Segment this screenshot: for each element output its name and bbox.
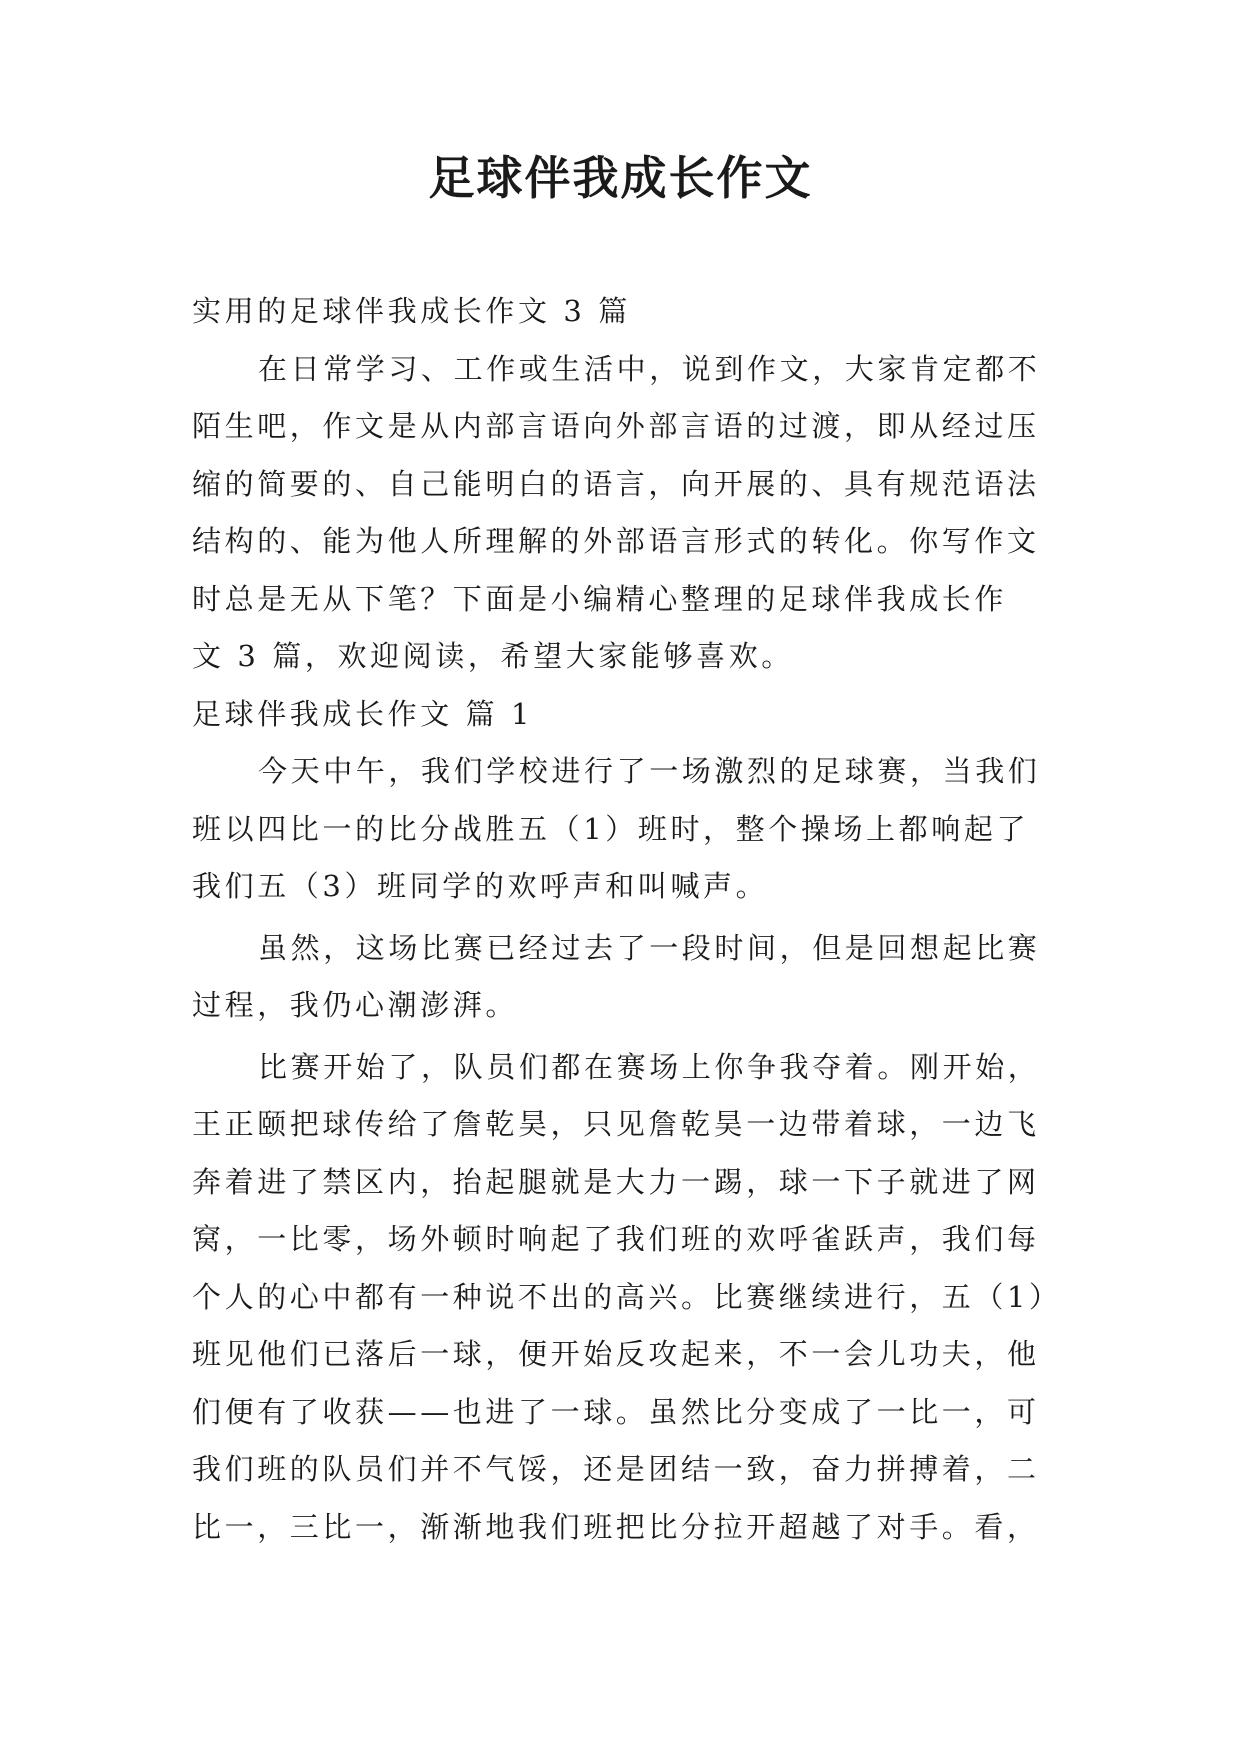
paragraph-line: 时总是无从下笔？下面是小编精心整理的足球伴我成长作 xyxy=(192,581,1008,616)
paragraph-line: 过程，我仍心潮澎湃。 xyxy=(192,988,519,1022)
essay-paragraph-3 xyxy=(192,1039,1062,1557)
paragraph-line: 们便有了收获——也进了一球。虽然比分变成了一比一，可 xyxy=(192,1394,1040,1429)
paragraph-line: 我们五（3）班同学的欢呼声和叫喊声。 xyxy=(192,869,769,903)
paragraph-line: 奔着进了禁区内，抬起腿就是大力一踢，球一下子就进了网 xyxy=(192,1164,1040,1199)
paragraph-line: 缩的简要的、自己能明白的语言，向开展的、具有规范语法 xyxy=(192,466,1040,501)
paragraph-line: 虽然，这场比赛已经过去了一段时间，但是回想起比赛 xyxy=(258,930,1041,965)
paragraph-line: 我们班的队员们并不气馁，还是团结一致，奋力拼搏着，二 xyxy=(192,1452,1040,1486)
paragraph-line: 班见他们已落后一球，便开始反攻起来，不一会儿功夫，他 xyxy=(192,1337,1040,1371)
paragraph-line: 文 3 篇，欢迎阅读，希望大家能够喜欢。 xyxy=(192,639,794,673)
paragraph-line: 陌生吧，作文是从内部言语向外部言语的过渡，即从经过压 xyxy=(192,409,1040,443)
document-subtitle: 实用的足球伴我成长作文 3 篇 xyxy=(192,294,631,328)
paragraph-line: 比赛开始了，队员们都在赛场上你争我夺着。刚开始， xyxy=(258,1049,1041,1084)
paragraph-line: 结构的、能为他人所理解的外部语言形式的转化。你写作文 xyxy=(192,524,1040,558)
essay-paragraph-1 xyxy=(192,743,1052,916)
essay-paragraph-2 xyxy=(192,920,1052,1035)
section-heading: 足球伴我成长作文 篇 1 xyxy=(192,696,534,731)
paragraph-line: 个人的心中都有一种说不出的高兴。比赛继续进行，五（1） xyxy=(192,1279,1062,1314)
paragraph-line: 班以四比一的比分战胜五（1）班时，整个操场上都响起了 xyxy=(192,811,1030,846)
paragraph-line: 窝，一比零，场外顿时响起了我们班的欢呼雀跃声，我们每 xyxy=(192,1222,1040,1256)
paragraph-line: 比一，三比一，渐渐地我们班把比分拉开超越了对手。看， xyxy=(192,1509,1040,1544)
document-title: 足球伴我成长作文 xyxy=(428,151,813,205)
paragraph-line: 王正颐把球传给了詹乾昊，只见詹乾昊一边带着球，一边飞 xyxy=(192,1107,1040,1141)
paragraph-line: 今天中午，我们学校进行了一场激烈的足球赛，当我们 xyxy=(258,754,1041,788)
document-body xyxy=(192,283,1062,1556)
intro-paragraph xyxy=(192,341,1052,686)
paragraph-line: 在日常学习、工作或生活中，说到作文，大家肯定都不 xyxy=(258,351,1041,386)
